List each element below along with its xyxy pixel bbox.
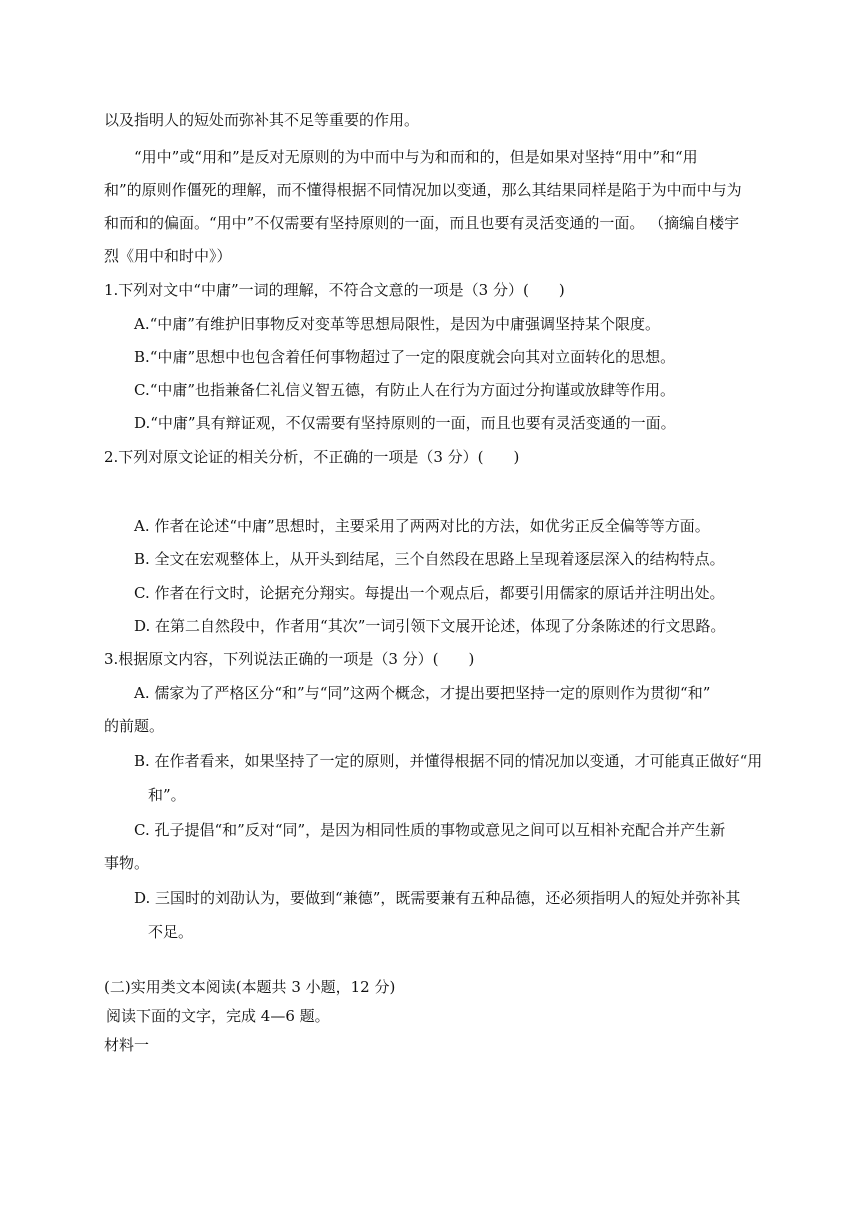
question-3-option-d: D. 三国时的刘劭认为，要做到“兼德”，既需要兼有五种品德，还必须指明人的短处并弥补其 xyxy=(134,889,741,907)
question-3-option-c: C. 孔子提倡“和”反对“同”，是因为相同性质的事物或意见之间可以互相补充配合并产生新 xyxy=(134,821,726,839)
passage-line-5: 烈《用中和时中》） xyxy=(104,247,232,265)
question-3-option-a-cont: 的前题。 xyxy=(104,717,165,735)
passage-line-4: 和而和的偏面。“用中”不仅需要有坚持原则的一面，而且也要有灵活变通的一面。 （摘编自楼宇 xyxy=(104,214,740,232)
question-3-option-c-cont: 事物。 xyxy=(104,854,150,872)
question-2-option-a: A. 作者在论述“中庸”思想时，主要采用了两两对比的方法，如优劣正反全偏等等方面。 xyxy=(134,517,710,535)
question-1-option-c: C.“中庸”也指兼备仁礼信义智五德，有防止人在行为方面过分拘谨或放肆等作用。 xyxy=(134,381,676,399)
question-3-option-b-cont: 和”。 xyxy=(148,786,186,804)
passage-line-3: 和”的原则作僵死的理解，而不懂得根据不同情况加以变通，那么其结果同样是陷于为中而中与为 xyxy=(104,181,742,199)
question-1-stem: 1.下列对文中“中庸”一词的理解，不符合文意的一项是（3 分）( ) xyxy=(104,281,565,299)
passage-line-1: 以及指明人的短处而弥补其不足等重要的作用。 xyxy=(104,111,420,129)
question-1-option-d: D.“中庸”具有辩证观，不仅需要有坚持原则的一面，而且也要有灵活变通的一面。 xyxy=(134,414,676,432)
passage-line-2: “用中”或“用和”是反对无原则的为中而中与为和而和的，但是如果对坚持“用中”和“用 xyxy=(134,148,698,166)
section-2-instruction: 阅读下面的文字，完成 4—6 题。 xyxy=(106,1007,330,1025)
question-3-option-d-cont: 不足。 xyxy=(148,923,194,941)
question-2-option-b: B. 全文在宏观整体上，从开头到结尾，三个自然段在思路上呈现着逐层深入的结构特点。 xyxy=(134,550,725,568)
question-3-stem: 3.根据原文内容，下列说法正确的一项是（3 分）( ) xyxy=(104,650,475,668)
question-1-option-a: A.“中庸”有维护旧事物反对变革等思想局限性，是因为中庸强调坚持某个限度。 xyxy=(134,315,660,333)
question-2-option-d: D. 在第二自然段中，作者用“其次”一词引领下文展开论述，体现了分条陈述的行文思路。 xyxy=(134,617,726,635)
question-3-option-a: A. 儒家为了严格区分“和”与“同”这两个概念，才提出要把坚持一定的原则作为贯彻“和” xyxy=(134,684,711,702)
section-2-heading: (二)实用类文本阅读(本题共 3 小题，12 分) xyxy=(104,978,396,996)
question-1-option-b: B.“中庸”思想中也包含着任何事物超过了一定的限度就会向其对立面转化的思想。 xyxy=(134,348,676,366)
question-2-stem: 2.下列对原文论证的相关分析，不正确的一项是（3 分）( ) xyxy=(104,448,520,466)
material-1-label: 材料一 xyxy=(104,1036,150,1054)
question-3-option-b: B. 在作者看来，如果坚持了一定的原则，并懂得根据不同的情况加以变通，才可能真正做好“用 xyxy=(134,752,763,770)
question-2-option-c: C. 作者在行文时，论据充分翔实。每提出一个观点后，都要引用儒家的原话并注明出处。 xyxy=(134,584,725,602)
